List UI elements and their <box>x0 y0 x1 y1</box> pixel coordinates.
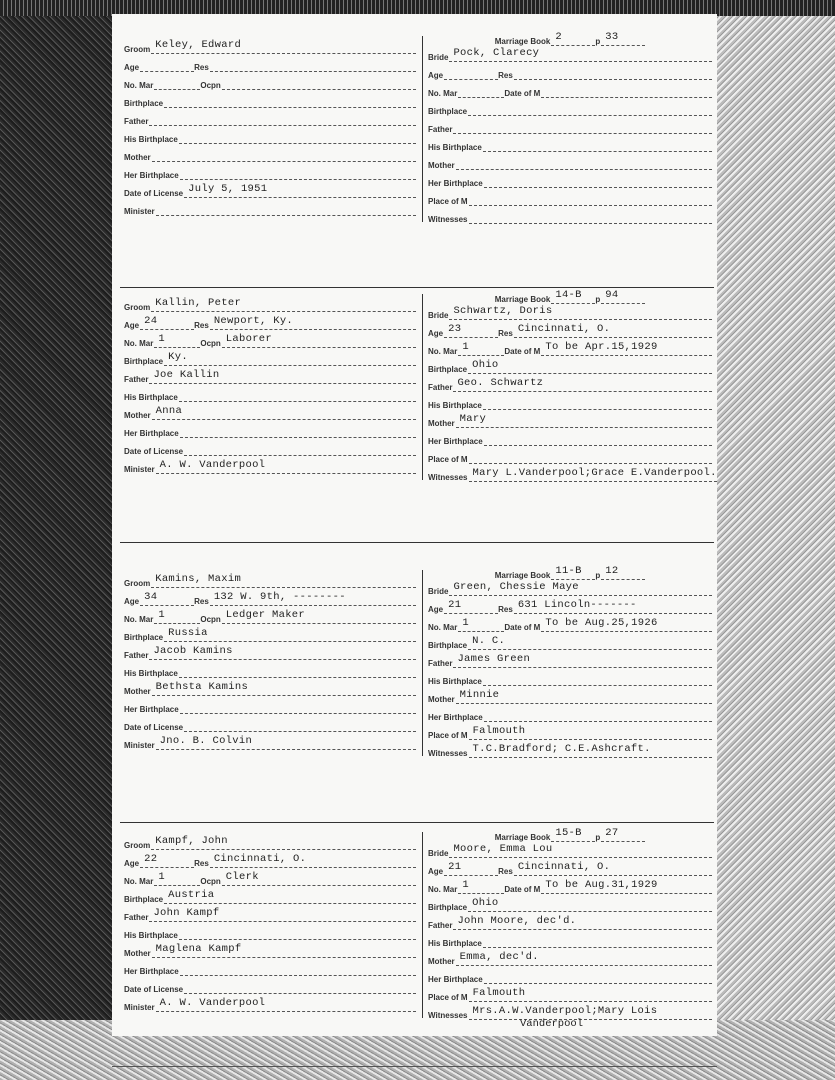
groom-her-birthplace <box>180 423 416 438</box>
date-of-license <box>184 979 416 994</box>
groom-res <box>210 57 416 72</box>
groom-ocpn <box>222 75 416 90</box>
bride-birthplace: Ohio <box>468 897 712 912</box>
groom-his-birthplace <box>179 925 416 940</box>
date-of-license <box>184 441 416 456</box>
groom-ocpn: Laborer <box>222 333 416 348</box>
marriage-book-number: 15-B <box>551 827 595 842</box>
bride-his-birthplace <box>483 395 712 410</box>
scan-edge-left <box>0 0 112 1080</box>
minister: Jno. B. Colvin <box>156 735 416 750</box>
bride-age: 23 <box>444 323 498 338</box>
groom-her-birthplace <box>180 961 416 976</box>
bride-res: Cincinnati, O. <box>514 323 712 338</box>
groom-mother: Maglena Kampf <box>152 943 416 958</box>
witnesses: Mrs.A.W.Vanderpool;Mary Lois <box>469 1005 713 1020</box>
column-divider <box>422 570 423 756</box>
bride-no-mar <box>458 83 504 98</box>
groom-age: 22 <box>140 853 194 868</box>
place-of-m <box>469 191 712 206</box>
bride-no-mar: 1 <box>458 879 504 894</box>
witnesses: Mary L.Vanderpool;Grace E.Vanderpool. <box>469 467 717 482</box>
groom-age: 34 <box>140 591 194 606</box>
marriage-book-page: 12 <box>601 565 645 580</box>
groom-birthplace: Austria <box>164 889 416 904</box>
record-sheet <box>112 14 717 1036</box>
marriage-book-page: 27 <box>601 827 645 842</box>
sheet-bottom-rule <box>112 1066 717 1067</box>
marriage-record-card: Groom Kampf, John Age 22 Res Cincinnati, O. No. Mar 1 Ocpn Clerk Birthplace Austria Father John Kampf His Birthplace Mother Maglena Kampf Her Birthplace Date of License Minister A. W. Vanderpool Marriage Book 15-B p 27 Bride Moore, Emma Lou Age 21 Res Cincinnati, O. No. Mar 1 Date of M To be Aug.31,1929 Birthplace Ohio Father John Moore, dec'd. His Birthplace Mother Emma, dec'd. Her Birthplace Place of M Falmouth Witnesses Mrs.A.W.Vanderpool;Mary Lois Vanderpool <box>120 832 714 1062</box>
bride-his-birthplace <box>483 933 712 948</box>
groom-mother: Anna <box>152 405 416 420</box>
bride-name: Moore, Emma Lou <box>449 843 712 858</box>
marriage-book-number: 2 <box>551 31 595 46</box>
bride-her-birthplace <box>484 173 712 188</box>
groom-birthplace <box>164 93 416 108</box>
groom-mother <box>152 147 416 162</box>
groom-no-mar: 1 <box>154 871 200 886</box>
groom-birthplace: Ky. <box>164 351 416 366</box>
column-divider <box>422 832 423 1018</box>
marriage-book-number: 14-B <box>551 289 595 304</box>
bride-age: 21 <box>444 599 498 614</box>
groom-name: Keley, Edward <box>151 39 416 54</box>
bride-age <box>444 65 498 80</box>
bride-name: Green, Chessie Maye <box>449 581 712 596</box>
groom-name: Kallin, Peter <box>151 297 416 312</box>
groom-her-birthplace <box>180 165 416 180</box>
witnesses: T.C.Bradford; C.E.Ashcraft. <box>469 743 713 758</box>
marriage-book-page: 94 <box>601 289 645 304</box>
groom-father <box>149 111 416 126</box>
bride-her-birthplace <box>484 431 712 446</box>
bride-mother: Emma, dec'd. <box>456 951 712 966</box>
place-of-m: Falmouth <box>469 725 712 740</box>
groom-birthplace: Russia <box>164 627 416 642</box>
marriage-book-page: 33 <box>601 31 645 46</box>
card-top-rule <box>120 822 714 823</box>
bride-birthplace: Ohio <box>468 359 712 374</box>
bride-no-mar: 1 <box>458 617 504 632</box>
groom-name: Kamins, Maxim <box>151 573 416 588</box>
marriage-record-card: Groom Kallin, Peter Age 24 Res Newport, Ky. No. Mar 1 Ocpn Laborer Birthplace Ky. Father Joe Kallin His Birthplace Mother Anna Her Birthplace Date of License Minister A. W. Vanderpool Marriage Book 14-B p 94 Bride Schwartz, Doris Age 23 Res Cincinnati, O. No. Mar 1 Date of M To be Apr.15,1929 Birthplace Ohio Father Geo. Schwartz His Birthplace Mother Mary Her Birthplace Place of M Witnesses Mary L.Vanderpool;Grace E.Vanderpool. <box>124 289 717 482</box>
groom-ocpn: Clerk <box>222 871 416 886</box>
bride-mother: Minnie <box>456 689 712 704</box>
bride-her-birthplace <box>484 707 712 722</box>
date-of-license: July 5, 1951 <box>184 183 416 198</box>
groom-res: 132 W. 9th, -------- <box>210 591 416 606</box>
marriage-book-number: 11-B <box>551 565 595 580</box>
bride-her-birthplace <box>484 969 712 984</box>
groom-name: Kampf, John <box>151 835 416 850</box>
bride-birthplace: N. C. <box>468 635 712 650</box>
groom-his-birthplace <box>179 387 416 402</box>
minister: A. W. Vanderpool <box>156 459 416 474</box>
bride-mother: Mary <box>456 413 712 428</box>
groom-no-mar: 1 <box>154 333 200 348</box>
groom-res: Cincinnati, O. <box>210 853 416 868</box>
column-divider <box>422 36 423 222</box>
bride-date-of-m: To be Aug.31,1929 <box>541 879 712 894</box>
groom-res: Newport, Ky. <box>210 315 416 330</box>
witnesses <box>469 209 713 224</box>
groom-age: 24 <box>140 315 194 330</box>
bride-mother <box>456 155 712 170</box>
groom-no-mar: 1 <box>154 609 200 624</box>
bride-date-of-m <box>541 83 712 98</box>
groom-his-birthplace <box>179 663 416 678</box>
bride-no-mar: 1 <box>458 341 504 356</box>
bride-his-birthplace <box>483 137 712 152</box>
marriage-record-card: Groom Kamins, Maxim Age 34 Res 132 W. 9th, -------- No. Mar 1 Ocpn Ledger Maker Birthplace Russia Father Jacob Kamins His Birthplace Mother Bethsta Kamins Her Birthplace Date of License Minister Jno. B. Colvin Marriage Book 11-B p 12 Bride Green, Chessie Maye Age 21 Res 631 Lincoln------- No. Mar 1 Date of M To be Aug.25,1926 Birthplace N. C. Father James Green His Birthplace Mother Minnie Her Birthplace Place of M Falmouth Witnesses T.C.Bradford; C.E.Ashcraft. <box>120 570 714 800</box>
groom-ocpn: Ledger Maker <box>222 609 416 624</box>
minister <box>156 201 416 216</box>
bride-res: Cincinnati, O. <box>514 861 712 876</box>
bride-name: Schwartz, Doris <box>449 305 712 320</box>
bride-date-of-m: To be Apr.15,1929 <box>541 341 712 356</box>
bride-father <box>453 119 712 134</box>
place-of-m: Falmouth <box>469 987 712 1002</box>
groom-mother: Bethsta Kamins <box>152 681 416 696</box>
bride-name: Pock, Clarecy <box>449 47 712 62</box>
column-divider <box>422 294 423 480</box>
bride-res <box>514 65 712 80</box>
witnesses-line-2: Vanderpool <box>520 1018 584 1030</box>
minister: A. W. Vanderpool <box>156 997 416 1012</box>
scan-edge-right <box>717 0 835 1080</box>
place-of-m <box>469 449 712 464</box>
groom-father: Jacob Kamins <box>149 645 416 660</box>
marriage-record-card: Groom Keley, Edward Age Res No. Mar Ocpn Birthplace Father His Birthplace Mother Her Birthplace Date of License July 5, 1951 Minister Marriage Book 2 p 33 Bride Pock, Clarecy Age Res No. Mar Date of M Birthplace Father His Birthplace Mother Her Birthplace Place of M Witnesses <box>120 36 714 266</box>
groom-his-birthplace <box>179 129 416 144</box>
bride-father: Geo. Schwartz <box>453 377 712 392</box>
groom-no-mar <box>154 75 200 90</box>
bride-date-of-m: To be Aug.25,1926 <box>541 617 712 632</box>
date-of-license <box>184 717 416 732</box>
bride-res: 631 Lincoln------- <box>514 599 712 614</box>
bride-birthplace <box>468 101 712 116</box>
groom-father: Joe Kallin <box>149 369 416 384</box>
bride-father: John Moore, dec'd. <box>453 915 712 930</box>
bride-age: 21 <box>444 861 498 876</box>
card-top-rule <box>120 542 714 543</box>
groom-father: John Kampf <box>149 907 416 922</box>
groom-age <box>140 57 194 72</box>
bride-father: James Green <box>453 653 712 668</box>
bride-his-birthplace <box>483 671 712 686</box>
groom-her-birthplace <box>180 699 416 714</box>
